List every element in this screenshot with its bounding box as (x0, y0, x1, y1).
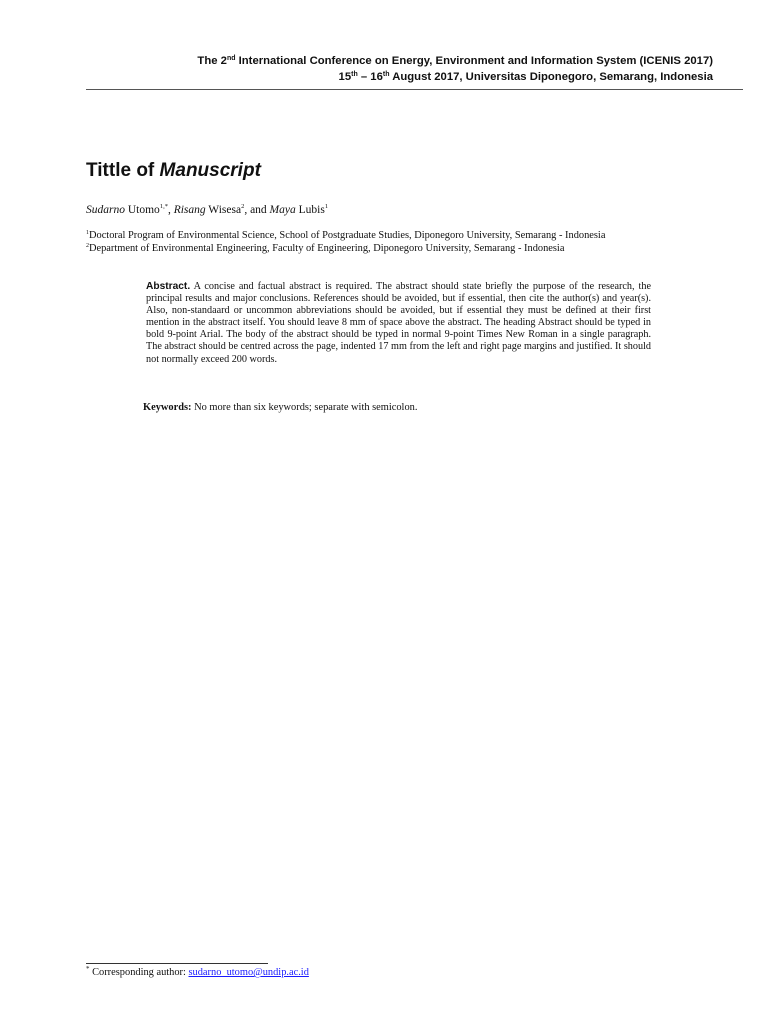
paper-title: Tittle of Manuscript (86, 160, 261, 181)
affiliation-line: $^1$Doctoral Program of Environmental Science, School of Postgraduate Studies, Diponegoro University, Semarang - Indonesia (86, 230, 606, 241)
conference-header (197, 53, 713, 85)
author-last-name: Utomo (124, 204, 160, 216)
affiliations (86, 229, 686, 255)
keywords-text: No more than six keywords; separate with semicolon. (191, 402, 418, 413)
keywords-line (143, 402, 417, 413)
author-first-name: Sudarno (86, 204, 125, 216)
author-first-name: Risang (173, 204, 206, 216)
author-list: Sudarno Utomo$^{1,*}$, Risang Wisesa$^2$, and Maya Lubis$^1$ (86, 203, 329, 216)
abstract-body: A concise and factual abstract is required. The abstract should state briefly the purpose of the research, the principal results and major conclusions. References should be avoided, but if essential, then cite the author(s) and year(s). Also, non-standaard or uncommon abbreviations should be avoided, but if essential they must be defined at their first mention in the abstract itself. You should leave 8 mm of space above the abstract. The heading Abstract should be typed in bold 9-point Arial. The body of the abstract should be typed in normal 9-point Times New Roman in a single paragraph. The abstract should be centred across the page, indented 17 mm from the left and right page margins and justified. It should not normally exceed 200 words. (146, 281, 651, 365)
abstract-heading: Abstract. (146, 281, 191, 292)
author-email-link[interactable]: sudarno_utomo@undip.ac.id (188, 967, 309, 978)
footnote-divider (86, 963, 268, 964)
conference-title-line: The 2nd International Conference on Energy, Environment and Information System (ICENIS 2017) (197, 55, 713, 67)
author-first-name: Maya (269, 204, 296, 216)
affiliation-line: $^2$Department of Environmental Engineering, Faculty of Engineering, Diponegoro University, Semarang - Indonesia (86, 243, 565, 254)
keywords-label: Keywords: (143, 402, 192, 413)
header-divider (86, 89, 743, 90)
conference-date-line: 15th – 16th August 2017, Universitas Diponegoro, Semarang, Indonesia (338, 71, 713, 83)
abstract-block (146, 281, 651, 366)
author-last-name: Wisesa (205, 204, 242, 216)
author-last-name: Lubis (295, 204, 325, 216)
corresponding-author-footnote: * Corresponding author: sudarno_utomo@undip.ac.id (86, 965, 309, 978)
